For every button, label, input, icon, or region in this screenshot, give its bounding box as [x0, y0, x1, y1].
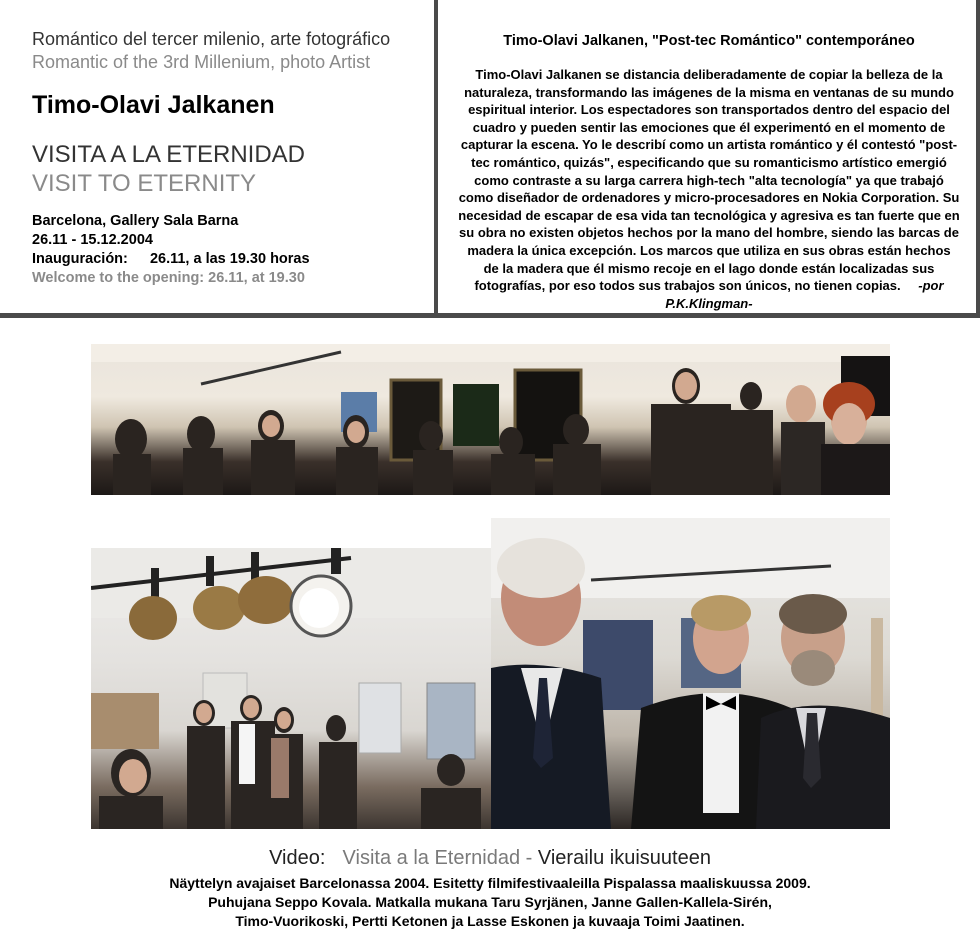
gallery-crowd-photo	[91, 344, 890, 495]
opening-line	[32, 250, 432, 269]
review-heading: Timo-Olavi Jalkanen, "Post-tec Romántico" contemporáneo	[503, 33, 915, 49]
gallery-crowd-illustration	[91, 344, 890, 495]
gallery-spotlights-illustration	[91, 548, 491, 829]
exhibition-title-spanish: VISITA A LA ETERNIDAD	[32, 141, 305, 168]
caption-line-2: Puhujana Seppo Kovala. Matkalla mukana Taru Syrjänen, Janne Gallen-Kallela-Sirén,	[208, 894, 772, 910]
review-text: Timo-Olavi Jalkanen se distancia deliberadamente de copiar la belleza de la naturaleza, transformando las imágenes de la misma en ventanas de su mundo espiritual interior. Los espectadores son transportados dentro del espacio del cuadro y pueden sentir las emociones que él experimentó en el momento de capturar la escena. Yo le describí como un artista romántico y él contestó "post-tec romántico, quizás", especificando que su romanticismo artístico emergió como contraste a su larga carrera high-tech "alta tecnología" ya que trabajó como diseñador de ordenadores y micro-procesadores en Nokia Corporation. Su necesidad de escapar de esa vida tan tecnológica y agresiva es tan fuerte que en su obra no existen objetos hechos por la mano del hombre, siendo las barcas de madera la única excepción. Los marcos que utiliza en sus obras están hechos de la madera que él mismo recoje en el lago donde están localizadas sus fotografías, por eso todos sus trabajos son únicos, no tienen copias.	[458, 67, 960, 294]
dates: 26.11 - 15.12.2004	[32, 232, 153, 248]
exhibition-details	[32, 212, 432, 288]
location: Barcelona, Gallery Sala Barna	[32, 213, 239, 229]
three-men-portrait-photo	[491, 518, 890, 829]
exhibition-info-panel	[32, 28, 432, 288]
caption-text	[0, 874, 980, 931]
opening-label: Inauguración:	[32, 251, 128, 267]
divider-vertical	[434, 0, 438, 318]
video-title-separator: -	[520, 847, 538, 869]
review-panel	[442, 32, 976, 312]
exhibition-title-english: VISIT TO ETERNITY	[32, 170, 257, 197]
welcome-text: Welcome to the opening: 26.11, at 19.30	[32, 270, 305, 286]
video-title-line	[0, 846, 980, 870]
video-caption	[0, 846, 980, 931]
artist-name: Timo-Olavi Jalkanen	[32, 91, 275, 119]
caption-line-3: Timo-Vuorikoski, Pertti Ketonen ja Lasse Eskonen ja kuvaaja Toimi Jaatinen.	[235, 913, 745, 929]
subtitle-spanish: Romántico del tercer milenio, arte fotográfico	[32, 29, 391, 49]
review-body	[442, 66, 976, 312]
opening-value: 26.11, a las 19.30 horas	[149, 251, 310, 267]
video-label: Video:	[269, 847, 326, 869]
review-signature: -por P.K.Klingman-	[665, 278, 944, 311]
three-men-illustration	[491, 518, 890, 829]
video-title-spanish: Visita a la Eternidad	[342, 847, 521, 869]
video-title-finnish: Vierailu ikuisuuteen	[537, 847, 711, 869]
divider-vertical-right	[976, 0, 980, 318]
subtitle-english: Romantic of the 3rd Millenium, photo Artist	[32, 52, 371, 72]
gallery-spotlights-photo	[91, 548, 491, 829]
divider-horizontal	[0, 313, 980, 318]
caption-line-1: Näyttelyn avajaiset Barcelonassa 2004. Esitetty filmifestivaaleilla Pispalassa maaliskuussa 2009.	[169, 875, 811, 891]
